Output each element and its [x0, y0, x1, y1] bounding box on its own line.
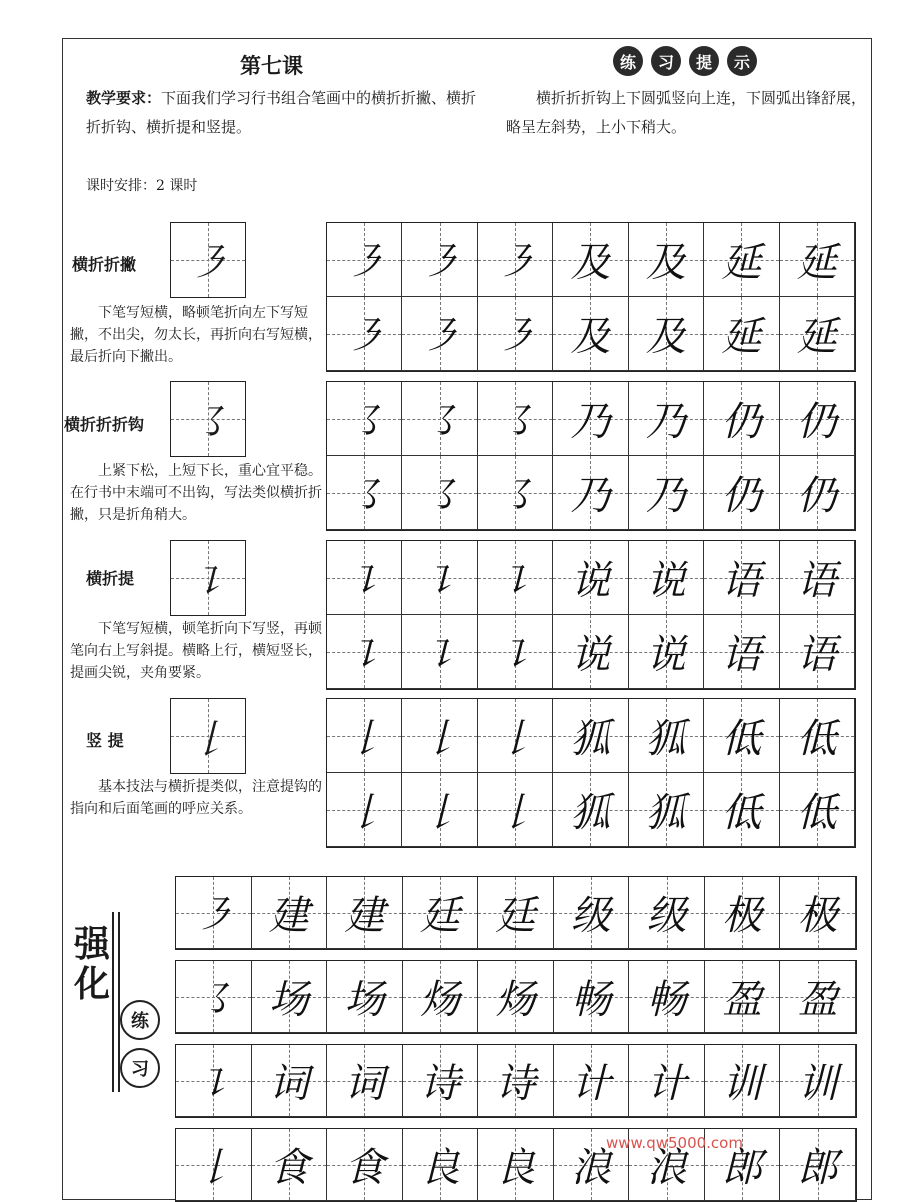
- practice-glyph: ㇊: [495, 558, 536, 604]
- practice-cell: [402, 456, 477, 530]
- practice-cell: [554, 877, 630, 949]
- practice-cell: [327, 1129, 403, 1201]
- practice-glyph: 畅: [571, 977, 612, 1023]
- practice-cell: [327, 961, 403, 1033]
- practice-cell: [780, 1129, 856, 1201]
- stroke-name: 竖 提: [86, 731, 124, 750]
- practice-cell: [252, 877, 328, 949]
- practice-cell: [553, 699, 628, 773]
- practice-cell: [705, 877, 781, 949]
- stroke-description: 下笔写短横，顿笔折向下写竖，再顿笔向右上写斜提。横略上行，横短竖长，提画尖锐，夹角要紧。: [70, 621, 322, 681]
- practice-cell: [780, 297, 855, 371]
- practice-glyph: 说: [645, 632, 686, 678]
- practice-glyph: 训: [797, 1061, 838, 1107]
- practice-glyph: 极: [722, 893, 763, 939]
- watermark: www.qw5000.com: [606, 1134, 743, 1152]
- practice-cell: [402, 382, 477, 456]
- practice-glyph: 低: [796, 716, 837, 762]
- practice-cell: [704, 541, 779, 615]
- practice-tips-badges: [613, 46, 757, 76]
- practice-cell: [252, 1045, 328, 1117]
- practice-cell: [780, 456, 855, 530]
- practice-glyph: 廷: [495, 893, 536, 939]
- practice-glyph: 𠄌: [495, 790, 536, 836]
- stroke-description: 上紧下松，上短下长，重心宜平稳。在行书中末端可不出钩，写法类似横折折撇，只是折角稍大。: [70, 463, 322, 523]
- practice-glyph: 及: [645, 314, 686, 360]
- practice-glyph: 延: [721, 240, 762, 286]
- practice-cell: [478, 1045, 554, 1117]
- practice-glyph: 𠄌: [419, 716, 460, 762]
- practice-glyph: ㇊: [495, 632, 536, 678]
- practice-glyph: 词: [268, 1061, 309, 1107]
- practice-glyph: 仍: [796, 473, 837, 519]
- practice-glyph: 狐: [570, 790, 611, 836]
- stroke-practice-grid: [326, 540, 856, 690]
- practice-cell: [327, 456, 402, 530]
- practice-glyph: ㇊: [193, 1061, 234, 1107]
- practice-cell: [402, 541, 477, 615]
- practice-cell: [403, 961, 479, 1033]
- practice-glyph: 诗: [419, 1061, 460, 1107]
- tip-badge: 示: [727, 46, 757, 76]
- requirement-label: 教学要求：: [86, 89, 162, 107]
- practice-cell: [402, 773, 477, 847]
- practice-cell: [478, 223, 553, 297]
- practice-glyph: 极: [797, 893, 838, 939]
- stroke-description: 下笔写短横，略顿笔折向左下写短撇，不出尖，勿太长，再折向右写短横，最后折向下撇出。: [70, 305, 322, 365]
- practice-cell: [478, 382, 553, 456]
- stroke-sample-box: [170, 381, 246, 457]
- practice-cell: [403, 1045, 479, 1117]
- practice-glyph: ㇋: [495, 314, 536, 360]
- practice-cell: [780, 773, 855, 847]
- practice-glyph: 炀: [495, 977, 536, 1023]
- practice-cell: [553, 223, 628, 297]
- practice-cell: [478, 615, 553, 689]
- practice-cell: [704, 382, 779, 456]
- practice-glyph: 延: [796, 314, 837, 360]
- practice-tip-text: 横折折折钩上下圆弧竖向上连，下圆弧出锋舒展，略呈左斜势，上小下稍大。: [506, 89, 867, 136]
- practice-cell: [478, 773, 553, 847]
- practice-cell: [629, 1045, 705, 1117]
- practice-glyph: 良: [495, 1145, 536, 1191]
- tip-badge: 练: [613, 46, 643, 76]
- practice-cell: [478, 541, 553, 615]
- practice-glyph: 语: [721, 558, 762, 604]
- practice-glyph: 畅: [646, 977, 687, 1023]
- practice-cell: [553, 297, 628, 371]
- practice-cell: [176, 961, 252, 1033]
- practice-glyph: ㇊: [419, 558, 460, 604]
- stroke-sample-glyph: ㇋: [188, 240, 228, 287]
- practice-cell: [629, 773, 704, 847]
- stroke-sample-box: [170, 698, 246, 774]
- practice-cell: [252, 1129, 328, 1201]
- teaching-requirement: [86, 84, 486, 142]
- practice-glyph: ㇊: [344, 632, 385, 678]
- practice-glyph: 炀: [419, 977, 460, 1023]
- practice-glyph: 及: [570, 314, 611, 360]
- practice-glyph: 诗: [495, 1061, 536, 1107]
- practice-cell: [478, 456, 553, 530]
- practice-cell: [629, 456, 704, 530]
- stroke-description: 基本技法与横折提类似，注意提钩的指向和后面笔画的呼应关系。: [70, 779, 322, 817]
- requirement-text: 下面我们学习行书组合笔画中的横折折撇、横折折折钩、横折提和竖提。: [86, 89, 477, 136]
- practice-glyph: 计: [646, 1061, 687, 1107]
- practice-glyph: 食: [344, 1145, 385, 1191]
- practice-cell: [478, 297, 553, 371]
- practice-glyph: 食: [268, 1145, 309, 1191]
- practice-glyph: 浪: [646, 1145, 687, 1191]
- practice-glyph: 仍: [796, 399, 837, 445]
- practice-cell: [176, 877, 252, 949]
- practice-glyph: ㇋: [419, 240, 460, 286]
- practice-glyph: 郎: [797, 1145, 838, 1191]
- practice-cell: [327, 297, 402, 371]
- practice-cell: [327, 541, 402, 615]
- stroke-name: 横折提: [86, 569, 135, 588]
- practice-cell: [327, 773, 402, 847]
- practice-cell: [553, 456, 628, 530]
- practice-cell: [629, 877, 705, 949]
- practice-cell: [176, 1045, 252, 1117]
- practice-glyph: 及: [570, 240, 611, 286]
- practice-glyph: 级: [571, 893, 612, 939]
- practice-cell: [629, 223, 704, 297]
- stroke-sample-box: [170, 222, 246, 298]
- stroke-practice-grid: [326, 222, 856, 372]
- practice-glyph: 语: [796, 632, 837, 678]
- practice-cell: [554, 961, 630, 1033]
- practice-cell: [478, 877, 554, 949]
- practice-glyph: 低: [796, 790, 837, 836]
- practice-cell: [704, 773, 779, 847]
- practice-glyph: 说: [570, 558, 611, 604]
- practice-glyph: 盈: [797, 977, 838, 1023]
- practice-glyph: 训: [722, 1061, 763, 1107]
- practice-glyph: 场: [268, 977, 309, 1023]
- practice-cell: [629, 297, 704, 371]
- practice-glyph: ㇌: [419, 473, 460, 519]
- practice-glyph: 𠄌: [419, 790, 460, 836]
- practice-cell: [252, 961, 328, 1033]
- practice-glyph: ㇌: [193, 977, 234, 1023]
- practice-glyph: ㇌: [419, 399, 460, 445]
- practice-glyph: ㇌: [495, 399, 536, 445]
- practice-glyph: 𠄌: [344, 716, 385, 762]
- practice-glyph: ㇋: [193, 893, 234, 939]
- practice-glyph: 计: [571, 1061, 612, 1107]
- practice-glyph: 说: [570, 632, 611, 678]
- stroke-sample-box: [170, 540, 246, 616]
- practice-cell: [780, 615, 855, 689]
- stroke-name: 横折折折钩: [64, 415, 145, 434]
- practice-badge: 习: [120, 1048, 160, 1088]
- practice-glyph: 建: [344, 893, 385, 939]
- lesson-title: 第七课: [240, 54, 303, 78]
- practice-cell: [553, 615, 628, 689]
- practice-cell: [704, 615, 779, 689]
- practice-glyph: ㇌: [344, 399, 385, 445]
- practice-glyph: 仍: [721, 473, 762, 519]
- intensive-practice-row: [175, 1044, 857, 1118]
- practice-cell: [553, 773, 628, 847]
- practice-glyph: 乃: [645, 399, 686, 445]
- intensive-divider: [112, 912, 120, 1092]
- practice-cell: [780, 699, 855, 773]
- stroke-name: 横折折撇: [72, 255, 137, 274]
- practice-cell: [403, 877, 479, 949]
- practice-glyph: 仍: [721, 399, 762, 445]
- practice-cell: [402, 615, 477, 689]
- class-schedule: 课时安排：2 课时: [86, 178, 198, 194]
- practice-glyph: ㇋: [344, 314, 385, 360]
- practice-glyph: ㇌: [495, 473, 536, 519]
- practice-glyph: 良: [419, 1145, 460, 1191]
- practice-glyph: 低: [721, 790, 762, 836]
- practice-glyph: 说: [645, 558, 686, 604]
- practice-cell: [327, 699, 402, 773]
- practice-glyph: ㇋: [344, 240, 385, 286]
- practice-glyph: 𠄌: [344, 790, 385, 836]
- practice-cell: [780, 223, 855, 297]
- tip-badge: 提: [689, 46, 719, 76]
- practice-glyph: 乃: [570, 473, 611, 519]
- practice-cell: [403, 1129, 479, 1201]
- stroke-sample-glyph: ㇊: [188, 558, 228, 605]
- practice-cell: [780, 877, 856, 949]
- intensive-practice-row: [175, 876, 857, 950]
- practice-glyph: ㇌: [344, 473, 385, 519]
- practice-glyph: 词: [344, 1061, 385, 1107]
- intensive-practice-row: [175, 960, 857, 1034]
- stroke-practice-grid: [326, 381, 856, 531]
- practice-cell: [478, 1129, 554, 1201]
- practice-cell: [327, 223, 402, 297]
- practice-cell: [402, 699, 477, 773]
- practice-cell: [704, 223, 779, 297]
- practice-glyph: 语: [796, 558, 837, 604]
- practice-cell: [327, 382, 402, 456]
- practice-cell: [705, 1045, 781, 1117]
- stroke-practice-grid: [326, 698, 856, 848]
- practice-cell: [402, 297, 477, 371]
- practice-glyph: 浪: [571, 1145, 612, 1191]
- practice-glyph: 𠄌: [193, 1145, 234, 1191]
- practice-glyph: 狐: [645, 716, 686, 762]
- practice-glyph: ㇊: [344, 558, 385, 604]
- practice-glyph: 郎: [722, 1145, 763, 1191]
- practice-glyph: ㇋: [495, 240, 536, 286]
- practice-cell: [327, 877, 403, 949]
- practice-cell: [704, 297, 779, 371]
- practice-cell: [478, 699, 553, 773]
- intensive-label: 强化: [74, 924, 111, 1005]
- practice-glyph: 延: [796, 240, 837, 286]
- practice-cell: [327, 1045, 403, 1117]
- practice-glyph: 乃: [645, 473, 686, 519]
- practice-cell: [780, 961, 856, 1033]
- practice-glyph: 级: [646, 893, 687, 939]
- practice-glyph: 乃: [570, 399, 611, 445]
- practice-badge: 练: [120, 1000, 160, 1040]
- tip-badge: 习: [651, 46, 681, 76]
- practice-cell: [553, 541, 628, 615]
- practice-glyph: 盈: [722, 977, 763, 1023]
- practice-cell: [629, 961, 705, 1033]
- practice-glyph: 延: [721, 314, 762, 360]
- practice-cell: [780, 382, 855, 456]
- practice-cell: [554, 1045, 630, 1117]
- practice-glyph: 及: [645, 240, 686, 286]
- practice-glyph: ㇋: [419, 314, 460, 360]
- practice-cell: [705, 961, 781, 1033]
- practice-glyph: 廷: [419, 893, 460, 939]
- practice-glyph: 语: [721, 632, 762, 678]
- practice-cell: [629, 382, 704, 456]
- practice-glyph: 低: [721, 716, 762, 762]
- stroke-sample-glyph: ㇌: [188, 399, 228, 446]
- practice-glyph: 狐: [570, 716, 611, 762]
- practice-glyph: 𠄌: [495, 716, 536, 762]
- practice-cell: [704, 699, 779, 773]
- practice-glyph: 场: [344, 977, 385, 1023]
- practice-cell: [553, 382, 628, 456]
- intensive-practice-row: [175, 1128, 857, 1202]
- practice-cell: [478, 961, 554, 1033]
- practice-cell: [780, 1045, 856, 1117]
- practice-glyph: 建: [268, 893, 309, 939]
- practice-cell: [327, 615, 402, 689]
- practice-cell: [176, 1129, 252, 1201]
- practice-cell: [402, 223, 477, 297]
- practice-cell: [629, 541, 704, 615]
- practice-cell: [780, 541, 855, 615]
- practice-cell: [629, 615, 704, 689]
- practice-glyph: ㇊: [419, 632, 460, 678]
- stroke-sample-glyph: 𠄌: [188, 716, 228, 763]
- practice-cell: [704, 456, 779, 530]
- practice-cell: [629, 699, 704, 773]
- practice-glyph: 狐: [645, 790, 686, 836]
